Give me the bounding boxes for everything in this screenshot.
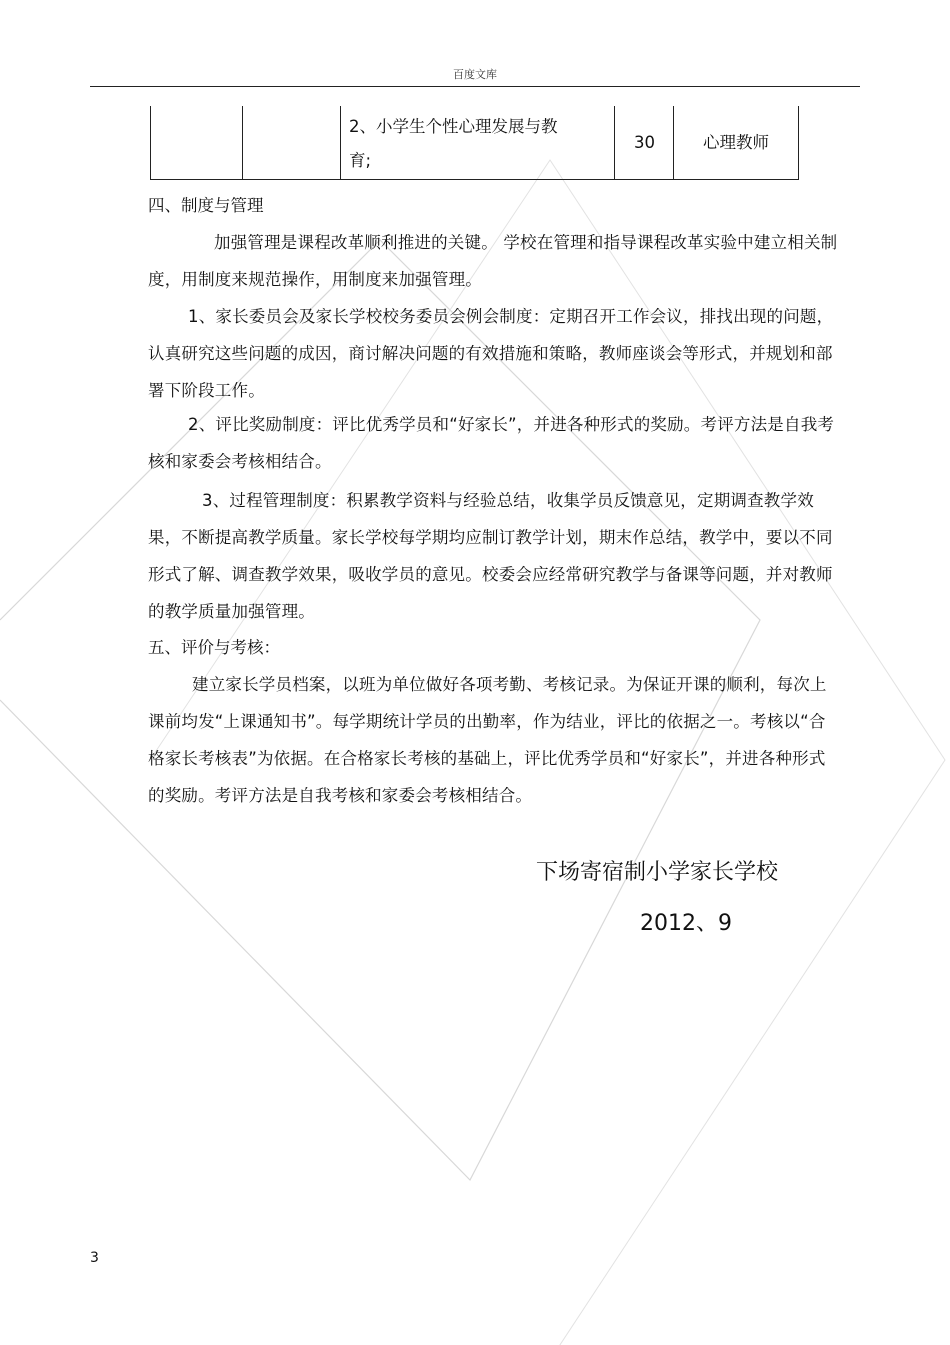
section5-heading: 五、评价与考核： xyxy=(148,638,280,657)
section4-item2: 2、评比奖励制度：评比优秀学员和“好家长”，并进各种形式的奖励。考评方法是自我考核和家委会考核相结合。 xyxy=(148,415,835,471)
page-number: 3 xyxy=(90,1250,99,1266)
signature-date: 2012、9 xyxy=(640,911,732,936)
table-row xyxy=(150,106,798,180)
header-divider xyxy=(90,86,860,87)
table-cell-course xyxy=(340,106,615,180)
table-cell-teacher xyxy=(673,106,799,180)
section4-intro: 加强管理是课程改革顺利推进的关键。 学校在管理和指导课程改革实验中建立相关制度，用制度来规范操作，用制度来加强管理。 xyxy=(148,233,838,289)
signature-school: 下场寄宿制小学家长学校 xyxy=(536,860,779,885)
section4-item1: 1、家长委员会及家长学校校务委员会例会制度：定期召开工作会议，排找出现的问题，认真研究这些问题的成因，商讨解决问题的有效措施和策略，教师座谈会等形式，并规划和部署下阶段工作。 xyxy=(148,307,834,400)
table-cell-hours xyxy=(614,106,674,180)
page-header-title: 百度文库 xyxy=(453,68,497,81)
section4-heading: 四、制度与管理 xyxy=(148,196,264,215)
section5-body: 建立家长学员档案，以班为单位做好各项考勤、考核记录。为保证开课的顺利，每次上课前均发“上课通知书”。每学期统计学员的出勤率，作为结业，评比的依据之一。考核以“合格家长考核表”为依据。在合格家长考核的基础上，评比优秀学员和“好家长”，并进各种形式的奖励。考评方法是自我考核和家委会考核相结合。 xyxy=(148,675,827,805)
section4-item3: 3、过程管理制度：积累教学资料与经验总结，收集学员反馈意见，定期调查教学效果，不断提高教学质量。家长学校每学期均应制订教学计划，期末作总结，教学中，要以不同形式了解、调查教学效果，吸收学员的意见。校委会应经常研究教学与备课等问题，并对教师的教学质量加强管理。 xyxy=(148,491,833,621)
course-line-2: 育; xyxy=(349,151,372,170)
table-cell-1 xyxy=(150,106,243,180)
hours-value: 30 xyxy=(634,133,655,152)
course-line-1: 2、小学生个性心理发展与教 xyxy=(349,117,558,136)
teacher-value: 心理教师 xyxy=(703,133,769,152)
table-cell-2 xyxy=(242,106,341,180)
